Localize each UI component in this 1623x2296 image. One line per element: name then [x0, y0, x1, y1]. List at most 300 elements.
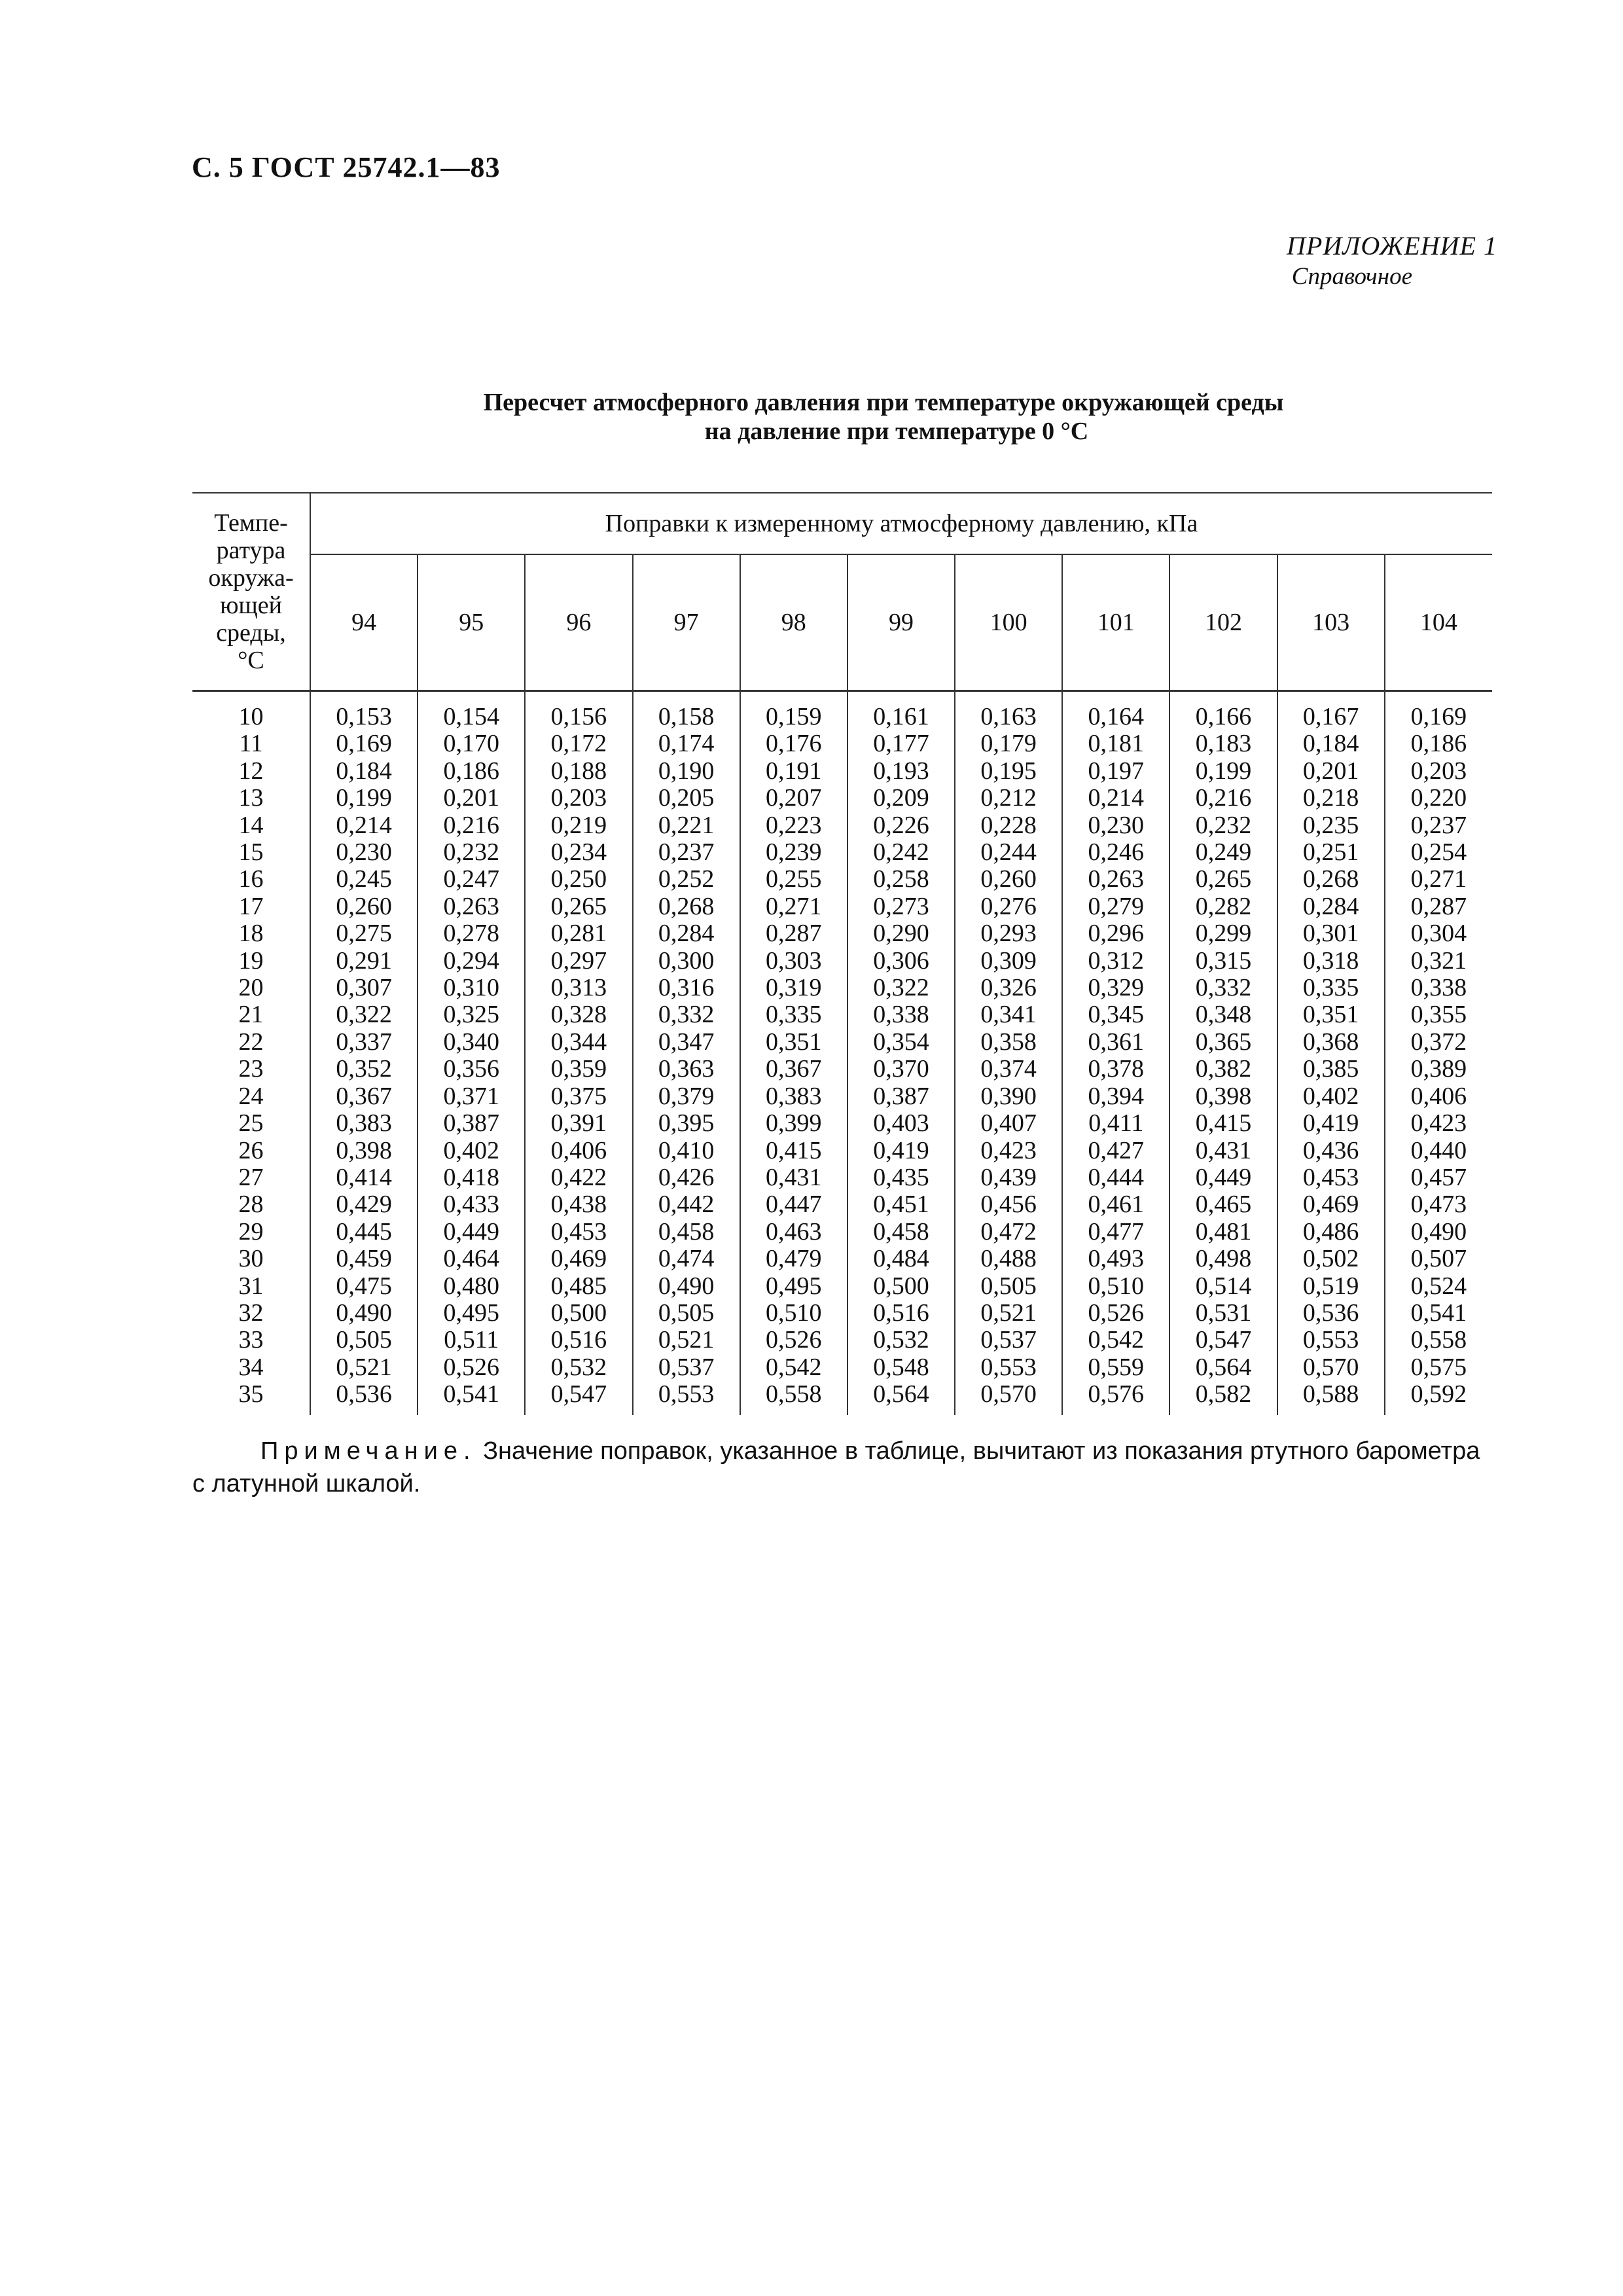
correction-cell: 0,294 [418, 948, 525, 975]
correction-cell: 0,415 [740, 1138, 847, 1164]
correction-cell: 0,553 [633, 1381, 740, 1414]
correction-cell: 0,313 [525, 975, 632, 1001]
correction-cell: 0,507 [1410, 1245, 1467, 1273]
table-row [192, 920, 1492, 947]
temperature-cell: 15 [192, 839, 310, 866]
correction-cell: 0,570 [1277, 1354, 1385, 1381]
correction-cell: 0,532 [525, 1354, 632, 1381]
correction-cell: 0,371 [418, 1083, 525, 1110]
correction-cell: 0,326 [955, 975, 1062, 1001]
correction-cell: 0,263 [1062, 866, 1169, 893]
correction-cell: 0,247 [418, 866, 525, 893]
correction-cell: 0,553 [1277, 1327, 1385, 1354]
correction-cell: 0,159 [740, 691, 847, 731]
correction-cell: 0,255 [740, 866, 847, 893]
correction-cell: 0,201 [418, 785, 525, 812]
table-note [192, 1435, 1492, 1500]
pressure-column-header: 101 [1062, 554, 1169, 691]
correction-cell: 0,201 [1277, 758, 1385, 785]
correction-cell: 0,172 [525, 730, 632, 757]
correction-cell: 0,524 [1410, 1272, 1467, 1300]
temperature-cell: 14 [192, 812, 310, 839]
correction-cell: 0,340 [418, 1029, 525, 1056]
correction-cell: 0,367 [740, 1056, 847, 1083]
correction-cell: 0,456 [955, 1191, 1062, 1218]
correction-cell: 0,265 [1169, 866, 1277, 893]
correction-cell: 0,181 [1062, 730, 1169, 757]
correction-cell: 0,516 [525, 1327, 632, 1354]
correction-cell: 0,547 [1169, 1327, 1277, 1354]
correction-cell: 0,322 [847, 975, 955, 1001]
correction-cell: 0,321 [1410, 946, 1467, 975]
correction-cell: 0,394 [1062, 1083, 1169, 1110]
table-row [192, 785, 1492, 812]
correction-cell: 0,510 [1062, 1273, 1169, 1300]
correction-cell: 0,230 [1062, 812, 1169, 839]
correction-cell: 0,465 [1169, 1191, 1277, 1218]
temperature-cell: 32 [192, 1300, 310, 1327]
correction-cell: 0,532 [847, 1327, 955, 1354]
correction-cell: 0,325 [418, 1001, 525, 1028]
correction-cell: 0,469 [525, 1246, 632, 1272]
correction-cell: 0,398 [310, 1138, 418, 1164]
correction-cell: 0,415 [1169, 1110, 1277, 1137]
correction-cell: 0,375 [525, 1083, 632, 1110]
correction-cell: 0,153 [310, 691, 418, 731]
correction-cell: 0,389 [1410, 1055, 1467, 1083]
pressure-column-header: 94 [310, 554, 418, 691]
correction-cell: 0,348 [1169, 1001, 1277, 1028]
correction-cell: 0,461 [1062, 1191, 1169, 1218]
correction-cell: 0,166 [1169, 691, 1277, 731]
correction-cell: 0,511 [418, 1327, 525, 1354]
correction-cell: 0,363 [633, 1056, 740, 1083]
correction-cell: 0,436 [1277, 1138, 1385, 1164]
table-row [192, 1001, 1492, 1028]
correction-cell: 0,345 [1062, 1001, 1169, 1028]
correction-cell: 0,548 [847, 1354, 955, 1381]
correction-cell: 0,582 [1169, 1381, 1277, 1414]
correction-cell: 0,242 [847, 839, 955, 866]
table-row [192, 975, 1492, 1001]
correction-cell: 0,490 [310, 1300, 418, 1327]
correction-cell: 0,358 [955, 1029, 1062, 1056]
correction-cell: 0,284 [633, 920, 740, 947]
correction-cell: 0,251 [1277, 839, 1385, 866]
correction-cell: 0,170 [418, 730, 525, 757]
correction-cell: 0,490 [633, 1273, 740, 1300]
correction-cell: 0,322 [310, 1001, 418, 1028]
temperature-cell: 22 [192, 1029, 310, 1056]
correction-cell: 0,495 [740, 1273, 847, 1300]
correction-cell: 0,387 [418, 1110, 525, 1137]
temp-header-line: ратура [216, 537, 286, 564]
correction-cell: 0,447 [740, 1191, 847, 1218]
correction-cell: 0,419 [847, 1138, 955, 1164]
pressure-column-header: 95 [418, 554, 525, 691]
table-row [192, 893, 1492, 920]
correction-cell: 0,558 [740, 1381, 847, 1414]
table-row [192, 1191, 1492, 1218]
correction-cell: 0,245 [310, 866, 418, 893]
correction-cell: 0,495 [418, 1300, 525, 1327]
correction-cell: 0,319 [740, 975, 847, 1001]
correction-cell: 0,299 [1169, 920, 1277, 947]
correction-cell: 0,406 [525, 1138, 632, 1164]
correction-cell: 0,293 [955, 920, 1062, 947]
correction-cell: 0,156 [525, 691, 632, 731]
correction-cell: 0,184 [1277, 730, 1385, 757]
correction-cell: 0,382 [1169, 1056, 1277, 1083]
correction-cell: 0,374 [955, 1056, 1062, 1083]
correction-cell: 0,197 [1062, 758, 1169, 785]
correction-cell: 0,235 [1277, 812, 1385, 839]
correction-cell: 0,521 [310, 1354, 418, 1381]
temperature-cell: 33 [192, 1327, 310, 1354]
correction-cell: 0,576 [1062, 1381, 1169, 1414]
correction-cell: 0,423 [955, 1138, 1062, 1164]
correction-cell: 0,279 [1062, 893, 1169, 920]
correction-cell: 0,312 [1062, 948, 1169, 975]
correction-cell: 0,431 [1169, 1138, 1277, 1164]
correction-cell: 0,223 [740, 812, 847, 839]
correction-cell: 0,230 [310, 839, 418, 866]
table-row [192, 1138, 1492, 1164]
correction-cell: 0,273 [847, 893, 955, 920]
page-header: С. 5 ГОСТ 25742.1—83 [192, 151, 501, 183]
correction-cell: 0,422 [525, 1164, 632, 1191]
correction-cell: 0,536 [1277, 1300, 1385, 1327]
correction-cell: 0,453 [1277, 1164, 1385, 1191]
correction-cell: 0,158 [633, 691, 740, 731]
correction-cell: 0,209 [847, 785, 955, 812]
correction-cell: 0,378 [1062, 1056, 1169, 1083]
correction-cell: 0,287 [740, 920, 847, 947]
correction-cell: 0,398 [1169, 1083, 1277, 1110]
pressure-column-header: 98 [740, 554, 847, 691]
correction-cell: 0,433 [418, 1191, 525, 1218]
correction-cell: 0,510 [740, 1300, 847, 1327]
temperature-cell: 19 [192, 948, 310, 975]
correction-cell: 0,558 [1410, 1326, 1467, 1354]
correction-cell: 0,177 [847, 730, 955, 757]
correction-cell: 0,488 [955, 1246, 1062, 1272]
correction-cell: 0,542 [740, 1354, 847, 1381]
correction-cell: 0,191 [740, 758, 847, 785]
table-row [192, 866, 1492, 893]
correction-cell: 0,402 [1277, 1083, 1385, 1110]
appendix-title: ПРИЛОЖЕНИЕ 1 [1287, 231, 1497, 260]
correction-cell: 0,199 [310, 785, 418, 812]
correction-cell: 0,485 [525, 1273, 632, 1300]
correction-cell: 0,493 [1062, 1246, 1169, 1272]
correction-cell: 0,588 [1277, 1381, 1385, 1414]
correction-cell: 0,418 [418, 1164, 525, 1191]
correction-cell: 0,263 [418, 893, 525, 920]
correction-cell: 0,300 [633, 948, 740, 975]
correction-cell: 0,564 [1169, 1354, 1277, 1381]
temperature-cell: 30 [192, 1246, 310, 1272]
correction-cell: 0,449 [1169, 1164, 1277, 1191]
correction-cell: 0,304 [1410, 920, 1467, 948]
correction-cell: 0,536 [310, 1381, 418, 1414]
correction-cell: 0,411 [1062, 1110, 1169, 1137]
table-row [192, 730, 1492, 757]
temperature-cell: 13 [192, 785, 310, 812]
correction-cell: 0,216 [418, 812, 525, 839]
correction-cell: 0,431 [740, 1164, 847, 1191]
correction-cell: 0,354 [847, 1029, 955, 1056]
correction-cell: 0,406 [1410, 1082, 1467, 1110]
correction-cell: 0,438 [525, 1191, 632, 1218]
correction-cell: 0,359 [525, 1056, 632, 1083]
correction-cell: 0,473 [1410, 1191, 1467, 1219]
correction-cell: 0,383 [310, 1110, 418, 1137]
correction-cell: 0,553 [955, 1354, 1062, 1381]
correction-cell: 0,410 [633, 1138, 740, 1164]
table-row [192, 691, 1492, 731]
correction-cell: 0,505 [955, 1273, 1062, 1300]
correction-cell: 0,306 [847, 948, 955, 975]
correction-cell: 0,399 [740, 1110, 847, 1137]
correction-cell: 0,383 [740, 1083, 847, 1110]
correction-cell: 0,337 [310, 1029, 418, 1056]
correction-cell: 0,265 [525, 893, 632, 920]
correction-cell: 0,216 [1169, 785, 1277, 812]
correction-cell: 0,335 [740, 1001, 847, 1028]
temp-header-line: ющей [220, 592, 282, 619]
correction-cell: 0,427 [1062, 1138, 1169, 1164]
correction-cell: 0,290 [847, 920, 955, 947]
temperature-cell: 17 [192, 893, 310, 920]
correction-cell: 0,252 [633, 866, 740, 893]
temperature-cell: 34 [192, 1354, 310, 1381]
table-row [192, 1300, 1492, 1327]
correction-cell: 0,419 [1277, 1110, 1385, 1137]
temp-header-line: Темпе- [214, 509, 288, 537]
pressure-column-header: 102 [1169, 554, 1277, 691]
temp-header-line: °С [238, 647, 264, 674]
correction-cell: 0,287 [1410, 892, 1467, 920]
correction-cell: 0,505 [310, 1327, 418, 1354]
appendix-subtitle: Справочное [1291, 263, 1412, 290]
correction-cell: 0,239 [740, 839, 847, 866]
correction-cell: 0,435 [847, 1164, 955, 1191]
correction-cell: 0,276 [955, 893, 1062, 920]
correction-cell: 0,351 [1277, 1001, 1385, 1028]
correction-cell: 0,207 [740, 785, 847, 812]
correction-cell: 0,451 [847, 1191, 955, 1218]
correction-cell: 0,365 [1169, 1029, 1277, 1056]
table-row [192, 1354, 1492, 1381]
correction-cell: 0,531 [1169, 1300, 1277, 1327]
correction-cell: 0,458 [633, 1219, 740, 1246]
correction-cell: 0,459 [310, 1246, 418, 1272]
correction-cell: 0,423 [1410, 1109, 1467, 1138]
correction-cell: 0,332 [1169, 975, 1277, 1001]
table-row [192, 1056, 1492, 1083]
correction-cell: 0,445 [310, 1219, 418, 1246]
correction-cell: 0,329 [1062, 975, 1169, 1001]
correction-cell: 0,484 [847, 1246, 955, 1272]
correction-cell: 0,570 [955, 1381, 1062, 1414]
correction-cell: 0,355 [1410, 1001, 1467, 1029]
appendix-label [1287, 230, 1497, 291]
correction-cell: 0,390 [955, 1083, 1062, 1110]
correction-cell: 0,309 [955, 948, 1062, 975]
correction-cell: 0,268 [633, 893, 740, 920]
correction-cell: 0,474 [633, 1246, 740, 1272]
correction-cell: 0,344 [525, 1029, 632, 1056]
table-row [192, 1246, 1492, 1272]
correction-cell: 0,395 [633, 1110, 740, 1137]
correction-cell: 0,193 [847, 758, 955, 785]
correction-cell: 0,174 [633, 730, 740, 757]
correction-cell: 0,498 [1169, 1246, 1277, 1272]
correction-cell: 0,332 [633, 1001, 740, 1028]
temperature-cell: 11 [192, 730, 310, 757]
table-row [192, 1029, 1492, 1056]
correction-cell: 0,356 [418, 1056, 525, 1083]
temperature-cell: 31 [192, 1273, 310, 1300]
correction-cell: 0,502 [1277, 1246, 1385, 1272]
correction-cell: 0,500 [847, 1273, 955, 1300]
temperature-cell: 23 [192, 1056, 310, 1083]
correction-cell: 0,254 [1410, 838, 1467, 867]
correction-cell: 0,307 [310, 975, 418, 1001]
correction-cell: 0,444 [1062, 1164, 1169, 1191]
correction-cell: 0,301 [1277, 920, 1385, 947]
correction-cell: 0,521 [633, 1327, 740, 1354]
correction-cell: 0,464 [418, 1246, 525, 1272]
correction-cell: 0,249 [1169, 839, 1277, 866]
correction-cell: 0,385 [1277, 1056, 1385, 1083]
correction-cell: 0,361 [1062, 1029, 1169, 1056]
table-title-line-1: Пересчет атмосферного давления при температуре окружающей среды [483, 389, 1284, 416]
temperature-cell: 29 [192, 1219, 310, 1246]
correction-cell: 0,169 [1410, 703, 1467, 730]
correction-cell: 0,592 [1410, 1380, 1467, 1408]
correction-cell: 0,575 [1410, 1353, 1467, 1381]
correction-cell: 0,186 [1410, 730, 1467, 758]
correction-cell: 0,338 [847, 1001, 955, 1028]
correction-cell: 0,541 [1410, 1299, 1467, 1327]
correction-cell: 0,453 [525, 1219, 632, 1246]
correction-cell: 0,195 [955, 758, 1062, 785]
correction-cell: 0,214 [310, 812, 418, 839]
correction-cell: 0,179 [955, 730, 1062, 757]
correction-table [192, 492, 1492, 1415]
correction-cell: 0,514 [1169, 1273, 1277, 1300]
correction-cell: 0,296 [1062, 920, 1169, 947]
correction-cell: 0,372 [1410, 1028, 1467, 1056]
correction-cell: 0,297 [525, 948, 632, 975]
correction-cell: 0,318 [1277, 948, 1385, 975]
correction-cell: 0,232 [1169, 812, 1277, 839]
correction-cell: 0,218 [1277, 785, 1385, 812]
correction-cell: 0,199 [1169, 758, 1277, 785]
correction-cell: 0,275 [310, 920, 418, 947]
correction-cell: 0,542 [1062, 1327, 1169, 1354]
note-label: Примечание. [260, 1437, 476, 1465]
note-text: Значение поправок, указанное в таблице, вычитают из показания ртутного барометра с латунной шкалой. [192, 1437, 1480, 1498]
table-row [192, 1164, 1492, 1191]
correction-cell: 0,203 [1410, 757, 1467, 785]
correction-cell: 0,184 [310, 758, 418, 785]
correction-cell: 0,163 [955, 691, 1062, 731]
correction-cell: 0,391 [525, 1110, 632, 1137]
correction-cell: 0,352 [310, 1056, 418, 1083]
correction-cell: 0,449 [418, 1219, 525, 1246]
correction-cell: 0,463 [740, 1219, 847, 1246]
correction-cell: 0,315 [1169, 948, 1277, 975]
temperature-cell: 10 [192, 691, 310, 731]
correction-cell: 0,161 [847, 691, 955, 731]
correction-cell: 0,458 [847, 1219, 955, 1246]
table-row [192, 1381, 1492, 1414]
correction-cell: 0,284 [1277, 893, 1385, 920]
correction-cell: 0,526 [740, 1327, 847, 1354]
table-row [192, 839, 1492, 866]
temperature-column-header [192, 493, 310, 691]
temperature-cell: 24 [192, 1083, 310, 1110]
correction-cell: 0,519 [1277, 1273, 1385, 1300]
correction-cell: 0,403 [847, 1110, 955, 1137]
correction-cell: 0,486 [1277, 1219, 1385, 1246]
correction-cell: 0,278 [418, 920, 525, 947]
table-row [192, 1327, 1492, 1354]
temperature-cell: 21 [192, 1001, 310, 1028]
correction-cell: 0,226 [847, 812, 955, 839]
correction-cell: 0,347 [633, 1029, 740, 1056]
correction-cell: 0,246 [1062, 839, 1169, 866]
temperature-cell: 26 [192, 1138, 310, 1164]
correction-cell: 0,268 [1277, 866, 1385, 893]
correction-cell: 0,258 [847, 866, 955, 893]
temperature-cell: 28 [192, 1191, 310, 1218]
table-row [192, 758, 1492, 785]
correction-cell: 0,167 [1277, 691, 1385, 731]
pressure-column-header: 104 [1385, 554, 1492, 691]
temperature-cell: 20 [192, 975, 310, 1001]
correction-cell: 0,237 [633, 839, 740, 866]
correction-cell: 0,316 [633, 975, 740, 1001]
table-row [192, 948, 1492, 975]
temperature-cell: 18 [192, 920, 310, 947]
temperature-cell: 35 [192, 1381, 310, 1414]
temp-header-line: среды, [216, 619, 286, 647]
correction-cell: 0,237 [1410, 811, 1467, 839]
correction-cell: 0,475 [310, 1273, 418, 1300]
correction-cell: 0,164 [1062, 691, 1169, 731]
temperature-cell: 16 [192, 866, 310, 893]
pressure-column-header: 96 [525, 554, 632, 691]
correction-cell: 0,232 [418, 839, 525, 866]
correction-cell: 0,176 [740, 730, 847, 757]
correction-cell: 0,291 [310, 948, 418, 975]
pressure-column-header: 100 [955, 554, 1062, 691]
correction-cell: 0,370 [847, 1056, 955, 1083]
table-row [192, 1273, 1492, 1300]
correction-cell: 0,221 [633, 812, 740, 839]
temp-header-line: окружа- [208, 564, 294, 592]
correction-cell: 0,564 [847, 1381, 955, 1414]
temperature-cell: 25 [192, 1110, 310, 1137]
correction-cell: 0,328 [525, 1001, 632, 1028]
correction-cell: 0,439 [955, 1164, 1062, 1191]
correction-cell: 0,282 [1169, 893, 1277, 920]
correction-cell: 0,500 [525, 1300, 632, 1327]
